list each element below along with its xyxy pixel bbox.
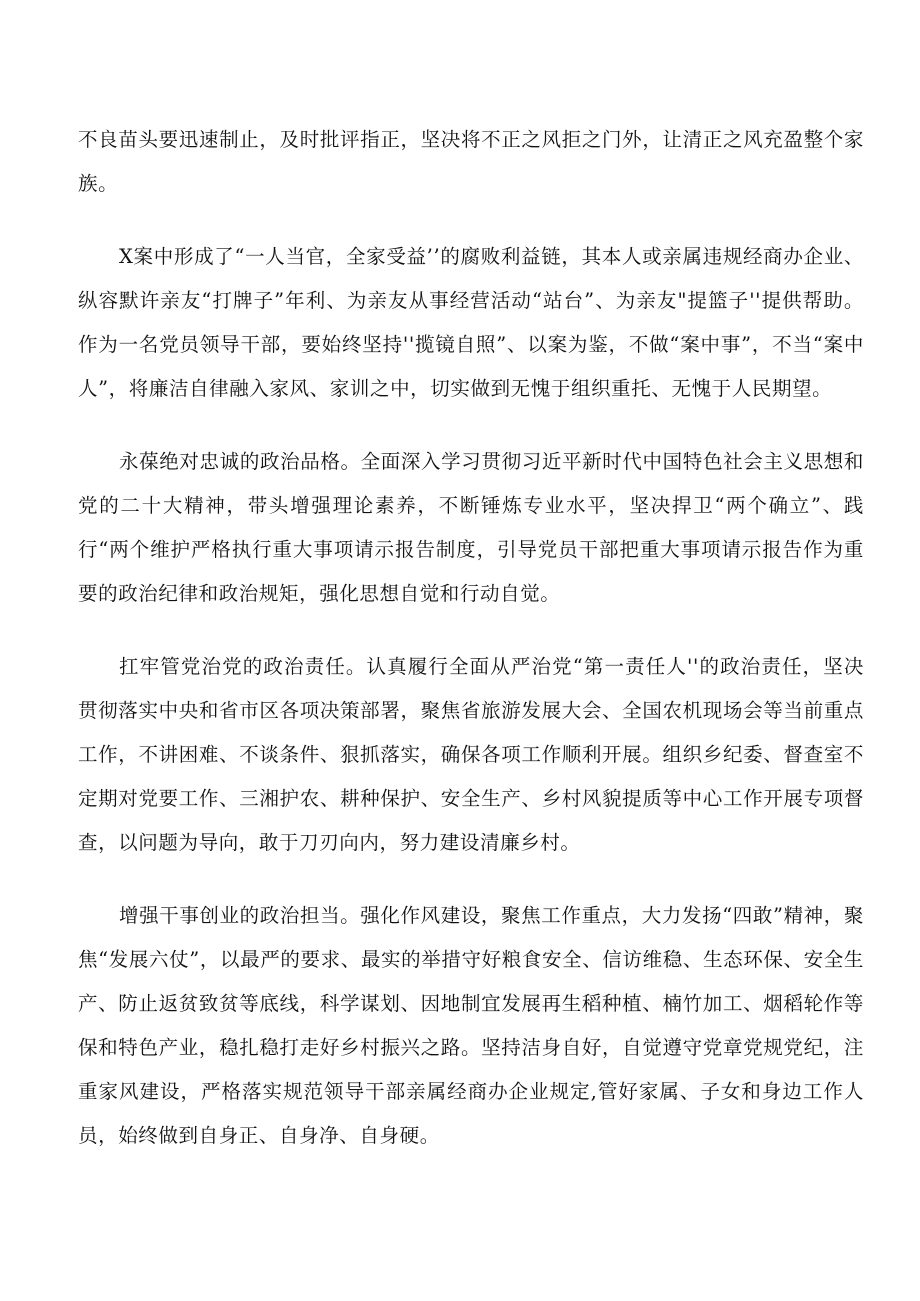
paragraph-4: 扛牢管党治党的政治责任。认真履行全面从严治党“第一责任人''的政治责任，坚决贯彻落实中央和省市区各项决策部署，聚焦省旅游发展大会、全国农机现场会等当前重点工作，不讲困难、不谈条件、狠抓落实，确保各项工作顺利开展。组织乡纪委、督查室不定期对党要工作、三湘护农、耕种保护、安全生产、乡村风貌提质等中心工作开展专项督查，以问题为导向，敢于刀刃向内，努力建设清廉乡村。 [78, 655, 864, 854]
paragraph-2: X案中形成了“一人当官，全家受益’’的腐败利益链，其本人或亲属违规经商办企业、纵容默许亲友“打牌子”年利、为亲友从事经营活动“站台”、为亲友"提篮子''提供帮助。作为一名党员领导干部，要始终坚持''揽镜自照”、以案为鉴，不做“案中事”，不当“案中人”，将廉洁自律融入家风、家训之中，切实做到无愧于组织重托、无愧于人民期望。 [78, 245, 864, 400]
paragraph-5: 增强干事创业的政治担当。强化作风建设，聚焦工作重点，大力发扬“四敢”精神，聚焦“发展六仗”，以最严的要求、最实的举措守好粮食安全、信访维稳、生态环保、安全生产、防止返贫致贫等底线，科学谋划、因地制宜发展再生稻种植、楠竹加工、烟稻轮作等保和特色产业，稳扎稳打走好乡村振兴之路。坚持洁身自好，自觉遵守党章党规党纪，注重家风建设，严格落实规范领导干部亲属经商办企业规定,管好家属、子女和身边工作人员，始终做到自身正、自身净、自身硬。 [78, 904, 864, 1147]
paragraph-3: 永葆绝对忠诚的政治品格。全面深入学习贯彻习近平新时代中国特色社会主义思想和党的二十大精神，带头增强理论素养，不断锤炼专业水平，坚决捍卫“两个确立”、践行“两个维护严格执行重大事项请示报告制度，引导党员干部把重大事项请示报告作为重要的政治纪律和政治规矩，强化思想自觉和行动自觉。 [78, 450, 864, 605]
paragraph-1: 不良苗头要迅速制止，及时批评指正，坚决将不正之风拒之门外，让清正之风充盈整个家族。 [78, 128, 864, 195]
